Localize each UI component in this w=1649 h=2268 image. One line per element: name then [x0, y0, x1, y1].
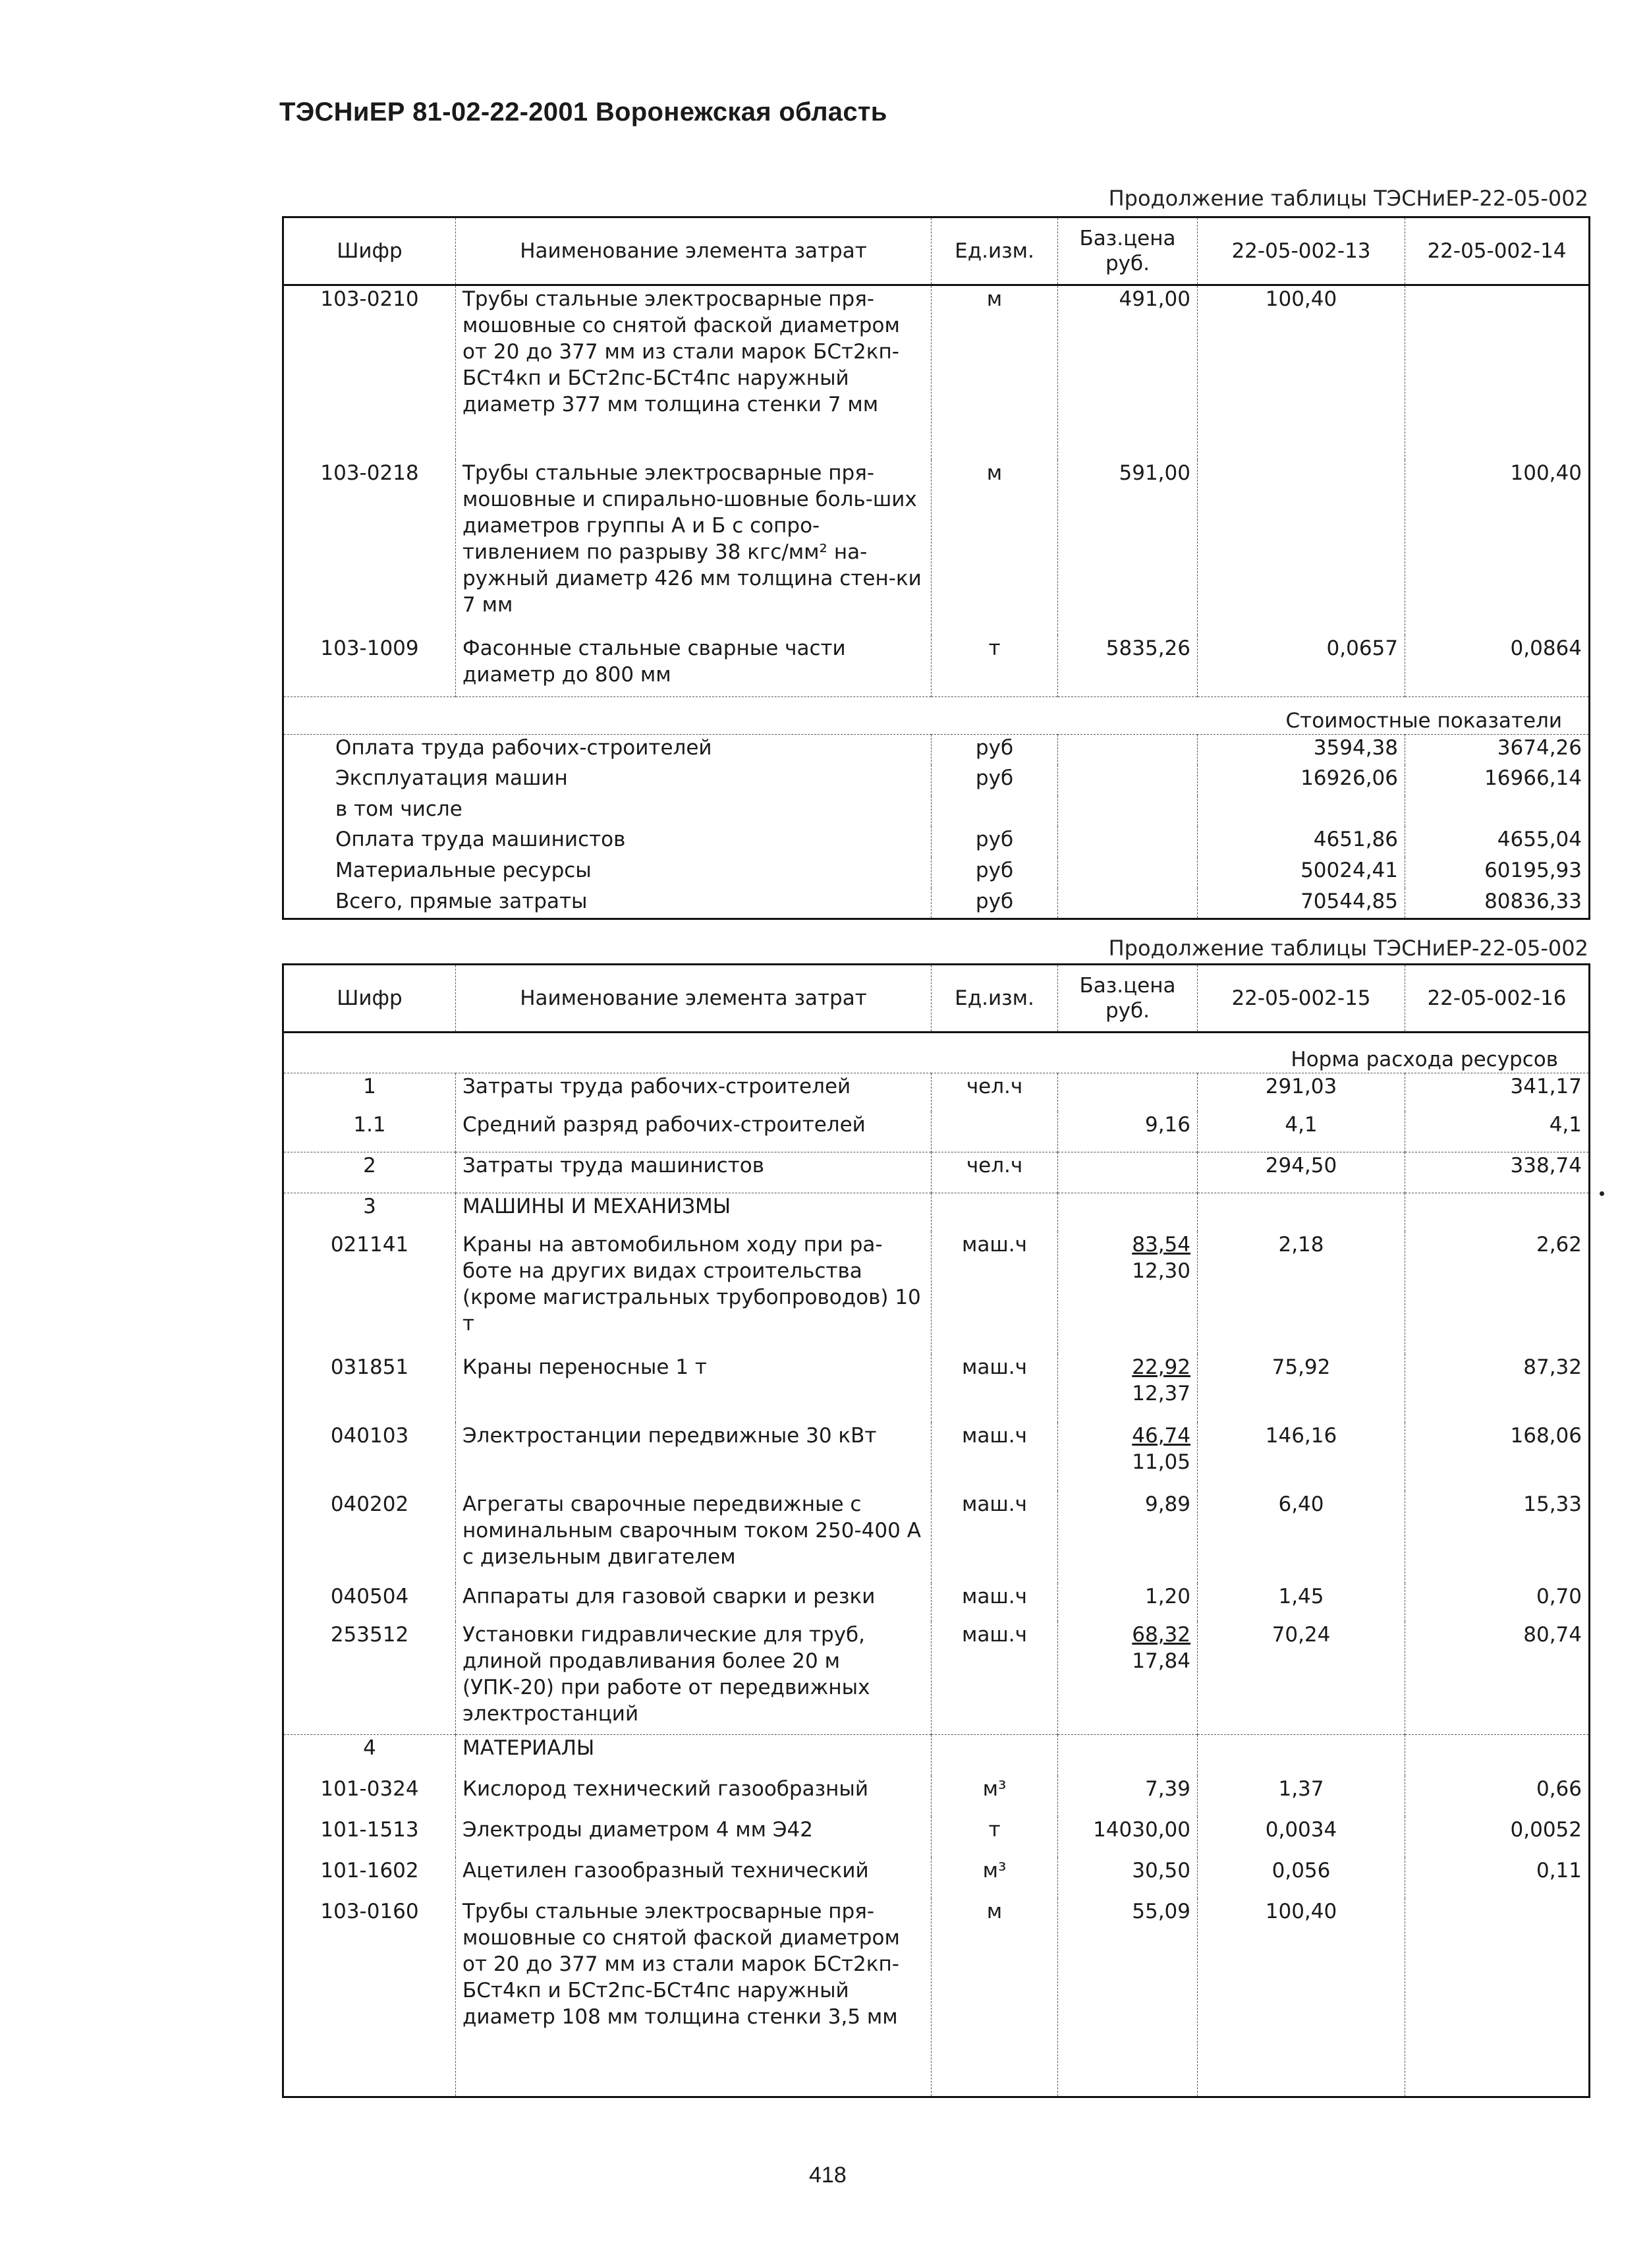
column-header-name: Наименование элемента затрат	[456, 965, 932, 1033]
cost-unit: руб	[932, 734, 1058, 765]
column-header-norm-15: 22-05-002-15	[1198, 965, 1405, 1033]
row-value-15: 291,03	[1198, 1073, 1405, 1112]
row-price: 83,54	[1132, 1232, 1190, 1257]
row-value-16: 338,74	[1405, 1152, 1590, 1193]
row-name: Электроды диаметром 4 мм Э42	[456, 1817, 932, 1857]
table-row	[283, 1073, 1590, 1112]
section-title: МАШИНЫ И МЕХАНИЗМЫ	[456, 1193, 932, 1232]
cost-value-14	[1405, 796, 1590, 827]
row-code: 040202	[330, 1492, 409, 1516]
cost-value-13: 16926,06	[1198, 765, 1405, 796]
row-value-14	[1405, 285, 1590, 461]
row-code: 103-1009	[320, 637, 419, 661]
document-title: ТЭСНиЕР 81-02-22-2001 Воронежская область	[279, 98, 887, 127]
table-row	[283, 1583, 1590, 1622]
empty-cell	[1405, 1193, 1590, 1232]
norm-header: Норма расхода ресурсов	[283, 1033, 1590, 1073]
row-value-13	[1198, 460, 1405, 635]
table-row	[283, 1857, 1590, 1898]
row-unit: маш.ч	[932, 1622, 1058, 1735]
row-unit: маш.ч	[932, 1491, 1058, 1583]
cost-row	[283, 857, 1590, 888]
row-unit: м	[932, 460, 1058, 635]
row-value-16: 4,1	[1405, 1112, 1590, 1152]
row-name: Трубы стальные электросварные пря-мошовные со снятой фаской диаметром от 20 до 377 мм из стали марок БСт2кп-БСт4кп и БСт2пс-БСт4пс наружный диаметр 108 мм толщина стенки 3,5 мм	[456, 1898, 932, 2097]
row-code: 040103	[330, 1423, 409, 1448]
cost-value-13: 4651,86	[1198, 826, 1405, 857]
empty-cell	[1198, 1193, 1405, 1232]
column-header-code: Шифр	[283, 965, 456, 1033]
row-unit: т	[932, 635, 1058, 696]
table-row	[283, 1817, 1590, 1857]
row-name: Установки гидравлические для труб, длиной продавливания более 20 м (УПК-20) при работе от передвижных электростанций	[456, 1622, 932, 1735]
row-code: 101-1602	[320, 1858, 419, 1883]
row-code: 103-0210	[320, 287, 419, 311]
row-code: 101-1513	[320, 1817, 419, 1842]
row-value-15: 0,0034	[1198, 1817, 1405, 1857]
norm-header-row	[283, 1033, 1590, 1073]
cost-name: Эксплуатация машин	[335, 766, 568, 791]
row-value-13: 0,0657	[1198, 635, 1405, 696]
cost-value-14: 3674,26	[1405, 734, 1590, 765]
row-price: 68,32	[1132, 1622, 1190, 1647]
cost-indicators-header-row	[283, 697, 1590, 735]
row-name: Средний разряд рабочих-строителей	[456, 1112, 932, 1152]
row-price: 9,16	[1058, 1112, 1198, 1152]
row-price: 7,39	[1058, 1776, 1198, 1817]
empty-cell	[1058, 1193, 1198, 1232]
row-value-16: 341,17	[1405, 1073, 1590, 1112]
row-code: 253512	[330, 1622, 409, 1647]
row-price: 491,00	[1058, 285, 1198, 461]
cost-indicators-header: Стоимостные показатели	[283, 697, 1590, 735]
row-unit: т	[932, 1817, 1058, 1857]
row-price: 591,00	[1058, 460, 1198, 635]
row-unit: маш.ч	[932, 1423, 1058, 1491]
table-row	[283, 1152, 1590, 1193]
row-value-13: 100,40	[1198, 285, 1405, 461]
row-value-15: 294,50	[1198, 1152, 1405, 1193]
row-name: Краны переносные 1 т	[456, 1354, 932, 1423]
row-price: 14030,00	[1058, 1817, 1198, 1857]
table-row	[283, 1898, 1590, 2097]
column-header-norm-13: 22-05-002-13	[1198, 217, 1405, 285]
column-header-unit: Ед.изм.	[932, 217, 1058, 285]
empty-cell	[932, 1735, 1058, 1776]
row-name: Аппараты для газовой сварки и резки	[456, 1583, 932, 1622]
row-code: 1.1	[353, 1112, 386, 1137]
row-price: 9,89	[1058, 1491, 1198, 1583]
row-value-15: 2,18	[1198, 1232, 1405, 1354]
table-row	[283, 460, 1590, 635]
row-value-15: 1,37	[1198, 1776, 1405, 1817]
empty-cell	[1058, 1735, 1198, 1776]
scan-mark-dot	[1600, 1191, 1604, 1196]
empty-cell	[932, 1193, 1058, 1232]
cost-price-empty	[1058, 765, 1198, 796]
row-name: Затраты труда рабочих-строителей	[456, 1073, 932, 1112]
row-unit: маш.ч	[932, 1583, 1058, 1622]
row-value-16	[1405, 1898, 1590, 2097]
row-price-block	[1058, 1232, 1198, 1354]
table2-header-row	[283, 965, 1590, 1033]
row-price-labor: 17,84	[1132, 1649, 1190, 1673]
row-code: 103-0160	[320, 1899, 419, 1923]
row-price: 5835,26	[1058, 635, 1198, 696]
row-value-15: 1,45	[1198, 1583, 1405, 1622]
row-code: 031851	[330, 1355, 409, 1379]
row-unit: чел.ч	[932, 1073, 1058, 1112]
row-price: 1,20	[1058, 1583, 1198, 1622]
row-value-16: 0,66	[1405, 1776, 1590, 1817]
row-name: Агрегаты сварочные передвижные с номинальным сварочным током 250-400 А с дизельным двигателем	[456, 1491, 932, 1583]
table-row	[283, 1491, 1590, 1583]
row-value-16: 80,74	[1405, 1622, 1590, 1735]
row-unit: м	[932, 285, 1058, 461]
cost-price-empty	[1058, 888, 1198, 919]
row-code: 101-0324	[320, 1776, 419, 1801]
row-value-14: 0,0864	[1405, 635, 1590, 696]
resource-table-1	[282, 216, 1590, 920]
row-price-labor: 12,30	[1132, 1259, 1190, 1283]
cost-value-14: 4655,04	[1405, 826, 1590, 857]
cost-name: Оплата труда рабочих-строителей	[335, 735, 712, 760]
row-price-block	[1058, 1354, 1198, 1423]
cost-unit: руб	[932, 826, 1058, 857]
row-unit	[932, 1112, 1058, 1152]
table1-header-row	[283, 217, 1590, 285]
row-price-block	[1058, 1423, 1198, 1491]
row-unit: м	[932, 1898, 1058, 2097]
table-row	[283, 285, 1590, 461]
row-value-15: 146,16	[1198, 1423, 1405, 1491]
resource-table-2	[282, 963, 1590, 2098]
row-value-15: 0,056	[1198, 1857, 1405, 1898]
row-name: Затраты труда машинистов	[456, 1152, 932, 1193]
row-price-labor: 11,05	[1132, 1450, 1190, 1474]
row-price: 55,09	[1058, 1898, 1198, 2097]
section-row	[283, 1193, 1590, 1232]
row-name: Кислород технический газообразный	[456, 1776, 932, 1817]
row-name: Краны на автомобильном ходу при ра-боте на других видах строительства (кроме магистральных трубопроводов) 10 т	[456, 1232, 932, 1354]
cost-value-14: 16966,14	[1405, 765, 1590, 796]
row-code: 1	[363, 1075, 376, 1098]
row-name: Фасонные стальные сварные части диаметр до 800 мм	[456, 635, 932, 696]
cost-row	[283, 734, 1590, 765]
row-value-15: 75,92	[1198, 1354, 1405, 1423]
table-row	[283, 1423, 1590, 1491]
row-unit: маш.ч	[932, 1354, 1058, 1423]
cost-name: в том числе	[335, 797, 462, 821]
cost-value-13: 50024,41	[1198, 857, 1405, 888]
section-title: МАТЕРИАЛЫ	[456, 1735, 932, 1776]
row-value-14: 100,40	[1405, 460, 1590, 635]
row-value-16: 15,33	[1405, 1491, 1590, 1583]
cost-name: Всего, прямые затраты	[335, 889, 588, 913]
table-row	[283, 1354, 1590, 1423]
row-unit: чел.ч	[932, 1152, 1058, 1193]
cost-row	[283, 888, 1590, 919]
row-value-16: 0,0052	[1405, 1817, 1590, 1857]
column-header-norm-14: 22-05-002-14	[1405, 217, 1590, 285]
row-name: Ацетилен газообразный технический	[456, 1857, 932, 1898]
table-row	[283, 1232, 1590, 1354]
row-price-block	[1058, 1622, 1198, 1735]
table-row	[283, 1112, 1590, 1152]
row-name: Электростанции передвижные 30 кВт	[456, 1423, 932, 1491]
cost-name: Материальные ресурсы	[335, 859, 592, 883]
row-code: 103-0218	[320, 461, 419, 486]
cost-value-13: 3594,38	[1198, 734, 1405, 765]
cost-value-13: 70544,85	[1198, 888, 1405, 919]
table2-continuation-label: Продолжение таблицы ТЭСНиЕР-22-05-002	[1108, 936, 1588, 961]
row-unit: маш.ч	[932, 1232, 1058, 1354]
cost-unit	[932, 796, 1058, 827]
section-code: 4	[283, 1735, 456, 1776]
cost-value-13	[1198, 796, 1405, 827]
empty-cell	[1405, 1735, 1590, 1776]
cost-row	[283, 826, 1590, 857]
row-value-15: 100,40	[1198, 1898, 1405, 2097]
row-price-labor: 12,37	[1132, 1381, 1190, 1405]
cost-price-empty	[1058, 734, 1198, 765]
row-value-16: 2,62	[1405, 1232, 1590, 1354]
table-row	[283, 1622, 1590, 1735]
row-price	[1058, 1073, 1198, 1112]
row-code: 040504	[330, 1584, 409, 1608]
section-row	[283, 1735, 1590, 1776]
row-value-15: 4,1	[1198, 1112, 1405, 1152]
column-header-unit: Ед.изм.	[932, 965, 1058, 1033]
cost-name: Оплата труда машинистов	[335, 828, 626, 852]
cost-unit: руб	[932, 765, 1058, 796]
row-value-16: 0,11	[1405, 1857, 1590, 1898]
row-value-15: 70,24	[1198, 1622, 1405, 1735]
row-price: 22,92	[1132, 1355, 1190, 1379]
row-value-16: 168,06	[1405, 1423, 1590, 1491]
page-number: 418	[809, 2163, 847, 2188]
section-code: 3	[283, 1193, 456, 1232]
cost-unit: руб	[932, 888, 1058, 919]
row-name: Трубы стальные электросварные пря-мошовные со снятой фаской диаметром от 20 до 377 мм из стали марок БСт2кп-БСт4кп и БСт2пс-БСт4пс наружный диаметр 377 мм толщина стенки 7 мм	[456, 285, 932, 461]
row-unit: м³	[932, 1857, 1058, 1898]
column-header-base-price: Баз.цена руб.	[1058, 217, 1198, 285]
empty-cell	[1198, 1735, 1405, 1776]
row-value-15: 6,40	[1198, 1491, 1405, 1583]
column-header-name: Наименование элемента затрат	[456, 217, 932, 285]
row-price	[1058, 1152, 1198, 1193]
column-header-base-price: Баз.цена руб.	[1058, 965, 1198, 1033]
row-code: 2	[283, 1152, 456, 1193]
row-price: 46,74	[1132, 1423, 1190, 1448]
row-price: 30,50	[1058, 1857, 1198, 1898]
table-row	[283, 1776, 1590, 1817]
cost-unit: руб	[932, 857, 1058, 888]
table-row	[283, 635, 1590, 696]
cost-price-empty	[1058, 796, 1198, 827]
cost-price-empty	[1058, 826, 1198, 857]
cost-row	[283, 765, 1590, 796]
row-name: Трубы стальные электросварные пря-мошовные и спирально-шовные боль-ших диаметров группы А и Б с сопро-тивлением по разрыву 38 кгс/мм² на-ружный диаметр 426 мм толщина стен-ки 7 мм	[456, 460, 932, 635]
table1-continuation-label: Продолжение таблицы ТЭСНиЕР-22-05-002	[1108, 186, 1588, 211]
column-header-code: Шифр	[283, 217, 456, 285]
column-header-norm-16: 22-05-002-16	[1405, 965, 1590, 1033]
row-value-16: 87,32	[1405, 1354, 1590, 1423]
row-value-16: 0,70	[1405, 1583, 1590, 1622]
row-code: 021141	[330, 1232, 409, 1257]
cost-row	[283, 796, 1590, 827]
cost-price-empty	[1058, 857, 1198, 888]
cost-value-14: 60195,93	[1405, 857, 1590, 888]
cost-value-14: 80836,33	[1405, 888, 1590, 919]
row-unit: м³	[932, 1776, 1058, 1817]
